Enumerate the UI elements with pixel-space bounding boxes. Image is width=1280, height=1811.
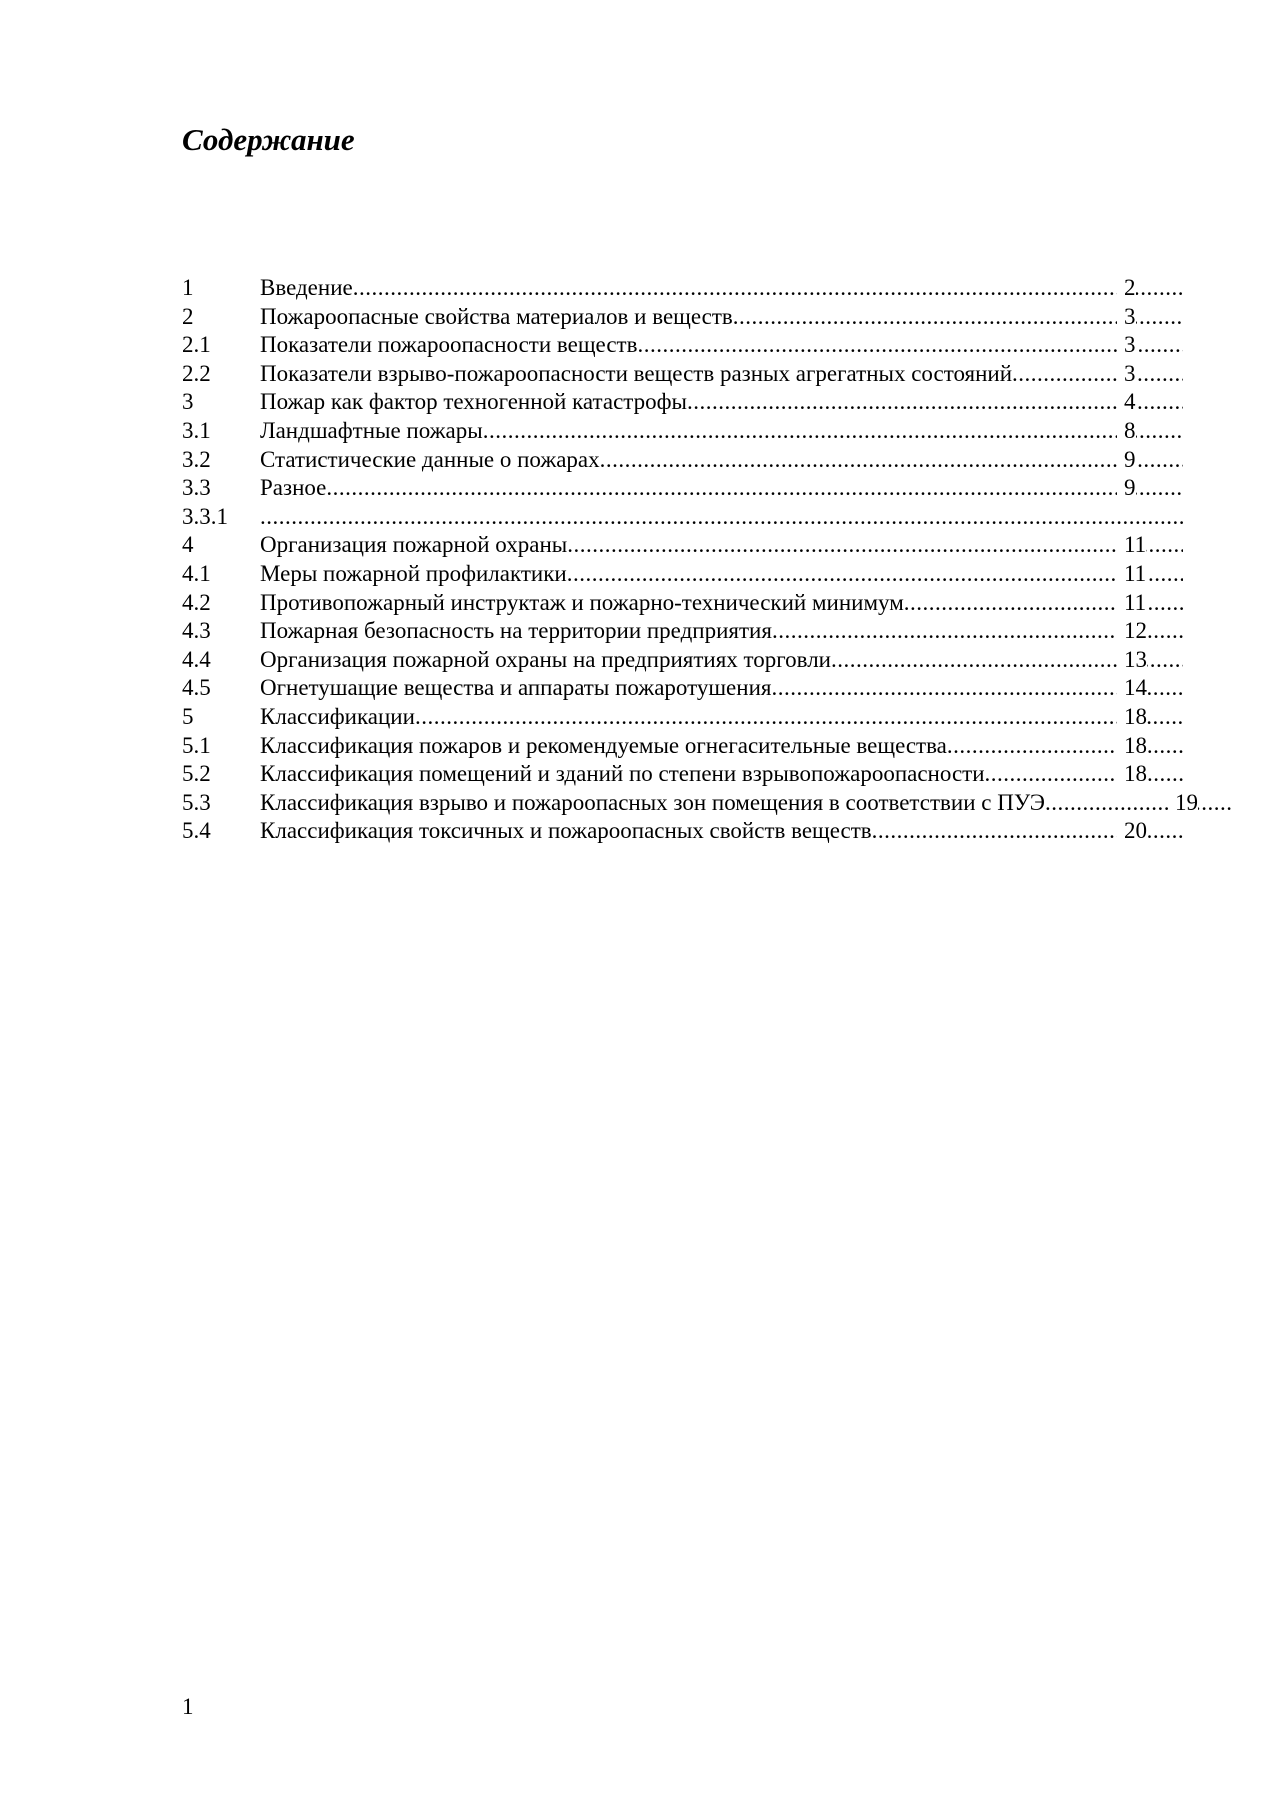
toc-row[interactable] bbox=[182, 531, 1242, 560]
toc-number: 4 bbox=[182, 532, 194, 558]
toc-number: 5 bbox=[182, 703, 194, 729]
toc-leader bbox=[260, 504, 1183, 529]
toc-row[interactable] bbox=[182, 331, 1242, 360]
toc-number: 4.4 bbox=[182, 646, 211, 672]
page-number: 1 bbox=[182, 1694, 194, 1719]
toc-entry[interactable] bbox=[260, 331, 1183, 360]
toc-entry[interactable] bbox=[260, 274, 1183, 303]
toc-number: 5.1 bbox=[182, 732, 211, 758]
toc-number: 2.2 bbox=[182, 360, 211, 386]
toc-page-number: 18 bbox=[1117, 732, 1147, 761]
toc-row[interactable] bbox=[182, 360, 1242, 389]
toc-entry[interactable] bbox=[260, 303, 1183, 332]
toc-number: 5.2 bbox=[182, 761, 211, 787]
toc-row[interactable] bbox=[182, 703, 1242, 732]
toc-row[interactable] bbox=[182, 732, 1242, 761]
toc-entry[interactable] bbox=[260, 617, 1183, 646]
toc-title: Показатели взрыво-пожароопасности веществ разных агрегатных состояний bbox=[260, 360, 1013, 386]
toc-title: Классификация помещений и зданий по степени взрывопожароопасности bbox=[260, 761, 985, 787]
toc-page-number: 20 bbox=[1117, 817, 1147, 846]
toc-row[interactable] bbox=[182, 674, 1242, 703]
toc-page-number: 11 bbox=[1117, 531, 1146, 560]
toc-leader bbox=[637, 332, 1183, 357]
toc-row[interactable] bbox=[182, 303, 1242, 332]
toc-title: Показатели пожароопасности веществ bbox=[260, 332, 638, 358]
page-title: Содержание bbox=[182, 122, 355, 157]
toc-number: 3.3 bbox=[182, 475, 211, 501]
toc-leader bbox=[326, 475, 1183, 500]
toc-row[interactable] bbox=[182, 617, 1242, 646]
toc-leader bbox=[567, 532, 1183, 557]
toc-page-number: 19 bbox=[1168, 789, 1198, 818]
toc-row[interactable] bbox=[182, 388, 1242, 417]
toc-title: Организация пожарной охраны bbox=[260, 532, 568, 558]
toc-entry[interactable] bbox=[260, 760, 1183, 789]
toc-title: Пожароопасные свойства материалов и веществ bbox=[260, 303, 733, 329]
toc-page-number: 3 bbox=[1117, 360, 1136, 389]
toc-title: Статистические данные о пожарах bbox=[260, 446, 600, 472]
toc-row[interactable] bbox=[182, 417, 1242, 446]
toc-entry[interactable] bbox=[260, 674, 1183, 703]
toc-row[interactable] bbox=[182, 503, 1242, 532]
toc-number: 4.3 bbox=[182, 618, 211, 644]
toc-leader bbox=[947, 733, 1183, 758]
toc-number: 4.2 bbox=[182, 589, 211, 615]
toc-entry[interactable] bbox=[260, 446, 1183, 475]
toc-number: 3.2 bbox=[182, 446, 211, 472]
toc-page-number: 14 bbox=[1117, 674, 1147, 703]
toc-number: 4.5 bbox=[182, 675, 211, 701]
toc-page-number: 12 bbox=[1117, 617, 1147, 646]
toc-page-number: 18 bbox=[1117, 703, 1147, 732]
toc-number: 2 bbox=[182, 303, 194, 329]
toc-entry[interactable] bbox=[260, 560, 1183, 589]
toc-leader bbox=[733, 304, 1183, 329]
toc-number: 2.1 bbox=[182, 332, 211, 358]
toc-number: 3.3.1 bbox=[182, 503, 228, 529]
toc-leader bbox=[353, 275, 1183, 300]
toc-entry[interactable] bbox=[260, 646, 1183, 675]
toc-page-number: 3 bbox=[1117, 331, 1136, 360]
toc-title: Пожар как фактор техногенной катастрофы bbox=[260, 389, 687, 415]
toc-title: Разное bbox=[260, 475, 327, 501]
toc-leader bbox=[1045, 790, 1234, 815]
toc-title: Классификация пожаров и рекомендуемые огнегасительные вещества bbox=[260, 732, 947, 758]
toc-title: Классификация взрыво и пожароопасных зон помещения в соответствии с ПУЭ bbox=[260, 789, 1045, 815]
toc-row[interactable] bbox=[182, 760, 1242, 789]
toc-title: Классификация токсичных и пожароопасных свойств веществ bbox=[260, 818, 872, 844]
toc-row[interactable] bbox=[182, 589, 1242, 618]
toc-title: Пожарная безопасность на территории предприятия bbox=[260, 618, 772, 644]
toc-title: Противопожарный инструктаж и пожарно-технический минимум bbox=[260, 589, 904, 615]
toc-row[interactable] bbox=[182, 446, 1242, 475]
toc-leader bbox=[567, 561, 1183, 586]
toc-entry[interactable] bbox=[260, 503, 1183, 532]
toc-page-number: 11 bbox=[1117, 589, 1146, 618]
toc-title: Огнетушащие вещества и аппараты пожаротушения bbox=[260, 675, 772, 701]
toc-page-number: 9 bbox=[1117, 474, 1136, 503]
table-of-contents bbox=[182, 274, 1242, 846]
toc-entry[interactable] bbox=[260, 360, 1183, 389]
toc-row[interactable] bbox=[182, 560, 1242, 589]
toc-number: 3.1 bbox=[182, 417, 211, 443]
toc-leader bbox=[483, 418, 1183, 443]
toc-entry[interactable] bbox=[260, 388, 1183, 417]
toc-entry[interactable] bbox=[260, 589, 1183, 618]
toc-page-number: 18 bbox=[1117, 760, 1147, 789]
toc-entry[interactable] bbox=[260, 703, 1183, 732]
toc-leader bbox=[600, 447, 1183, 472]
toc-leader bbox=[687, 389, 1183, 414]
toc-page-number: 9 bbox=[1117, 446, 1136, 475]
toc-page-number: 13 bbox=[1117, 646, 1147, 675]
toc-entry[interactable] bbox=[260, 817, 1183, 846]
toc-title: Организация пожарной охраны на предприятиях торговли bbox=[260, 646, 831, 672]
toc-number: 4.1 bbox=[182, 560, 211, 586]
toc-number: 5.3 bbox=[182, 789, 211, 815]
toc-number: 1 bbox=[182, 275, 194, 300]
toc-page-number: 8 bbox=[1117, 417, 1136, 446]
toc-entry[interactable] bbox=[260, 417, 1183, 446]
toc-entry[interactable] bbox=[260, 732, 1183, 761]
toc-row[interactable] bbox=[182, 646, 1242, 675]
toc-page-number: 4 bbox=[1117, 388, 1136, 417]
toc-entry[interactable] bbox=[260, 789, 1234, 818]
toc-entry[interactable] bbox=[260, 474, 1183, 503]
toc-leader bbox=[415, 704, 1183, 729]
toc-title: Введение bbox=[260, 275, 353, 300]
toc-number: 5.4 bbox=[182, 818, 211, 844]
toc-page-number: 3 bbox=[1117, 303, 1136, 332]
toc-leader bbox=[1012, 361, 1183, 386]
toc-row[interactable] bbox=[182, 789, 1242, 818]
toc-entry[interactable] bbox=[260, 531, 1183, 560]
toc-row[interactable] bbox=[182, 817, 1242, 846]
toc-leader bbox=[985, 761, 1183, 786]
toc-number: 3 bbox=[182, 389, 194, 415]
toc-page-number: 11 bbox=[1117, 560, 1146, 589]
toc-title: Меры пожарной профилактики bbox=[260, 560, 567, 586]
toc-title: Ландшафтные пожары bbox=[260, 417, 483, 443]
toc-row[interactable] bbox=[182, 474, 1242, 503]
toc-row[interactable] bbox=[182, 274, 1242, 303]
toc-title: Классификации bbox=[260, 703, 415, 729]
toc-page-number: 2 bbox=[1117, 274, 1136, 303]
